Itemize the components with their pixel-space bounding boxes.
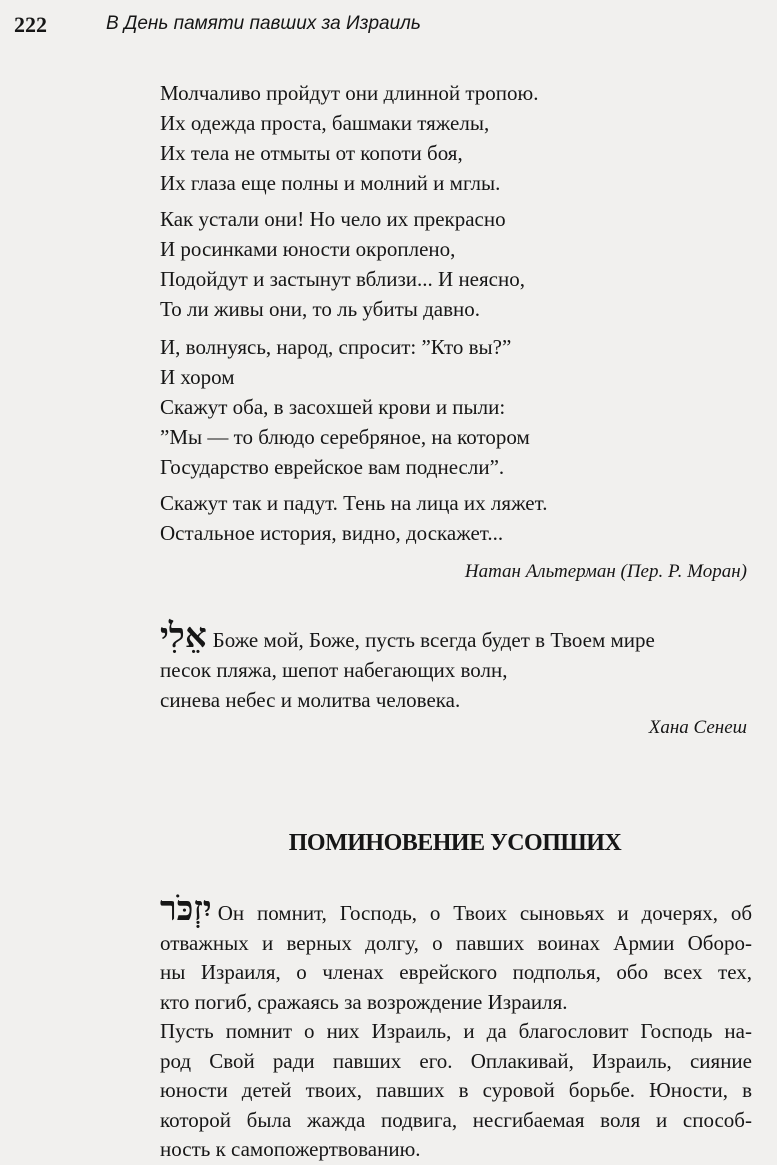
poem-line: Их одежда проста, башмаки тяжелы,: [160, 111, 490, 135]
poem-line: И, волнуясь, народ, спросит: ”Кто вы?”: [160, 335, 512, 359]
poem-line: Скажут оба, в засохшей крови и пыли:: [160, 395, 506, 419]
poem-line: Подойдут и застынут вблизи... И неясно,: [160, 267, 525, 291]
poem-line: И хором: [160, 365, 235, 389]
poem-stanza-4: [160, 488, 760, 548]
prayer-line: ны Израиля, о членах еврейского подполья, обо всех тех,: [160, 960, 752, 984]
prayer-line-text: Он помнит, Господь, о Твоих сыновьях и дочерях, об: [217, 901, 752, 925]
poem-stanza-3: [160, 332, 760, 482]
poem-stanza-2: [160, 204, 760, 324]
poem-stanza-1: [160, 78, 760, 198]
poem-line: [160, 616, 760, 656]
prayer-line: юности детей твоих, павших в суровой борьбе. Юности, в: [160, 1078, 752, 1102]
poem-line-text: Боже мой, Боже, пусть всегда будет в Твоем мире: [212, 628, 655, 652]
poem-senesh: [160, 616, 760, 715]
page-number: 222: [14, 12, 47, 37]
hebrew-initial-eli: אֵלִי: [160, 616, 207, 656]
prayer-line: [160, 889, 752, 929]
prayer-line: ность к самопожертвованию.: [160, 1137, 421, 1161]
poem-line: Остальное история, видно, доскажет...: [160, 521, 504, 545]
page-header: [14, 12, 774, 42]
poem-line: То ли живы они, то ль убиты давно.: [160, 297, 481, 321]
poem-credit-senesh: Хана Сенеш: [648, 717, 747, 738]
poem-line: Их тела не отмыты от копоти боя,: [160, 141, 463, 165]
prayer-line: кто погиб, сражаясь за возрождение Израиля.: [160, 989, 568, 1014]
poem-credit-alterman: Натан Альтерман (Пер. Р. Моран): [464, 561, 747, 582]
running-title: В День памяти павших за Израиль: [106, 13, 421, 34]
yizkor-prayer: [160, 889, 752, 1165]
poem-line: Как устали они! Но чело их прекрасно: [160, 207, 506, 231]
poem-line: Скажут так и падут. Тень на лица их ляжет.: [160, 491, 548, 515]
poem-line: песок пляжа, шепот набегающих волн,: [160, 658, 508, 682]
section-title: ПОМИНОВЕНИЕ УСОПШИХ: [288, 830, 622, 856]
poem-line: синева небес и молитва человека.: [160, 688, 461, 712]
prayer-line: отважных и верных долгу, о павших воинах Армии Оборо-: [160, 930, 752, 955]
hebrew-initial-yizkor: יִזְכֹּר: [160, 889, 212, 929]
poem-line: Молчаливо пройдут они длинной тропою.: [160, 81, 539, 105]
poem-line: Государство еврейское вам поднесли”.: [160, 455, 505, 479]
poem-line: ”Мы — то блюдо серебряное, на котором: [160, 425, 530, 449]
prayer-line: Пусть помнит о них Израиль, и да благословит Господь на-: [160, 1019, 752, 1043]
prayer-line: которой была жажда подвига, несгибаемая воля и способ-: [160, 1107, 752, 1132]
poem-line: Их глаза еще полны и молний и мглы.: [160, 171, 501, 195]
prayer-line: род Свой ради павших его. Оплакивай, Израиль, сияние: [160, 1048, 752, 1073]
poem-line: И росинками юности окроплено,: [160, 237, 456, 261]
